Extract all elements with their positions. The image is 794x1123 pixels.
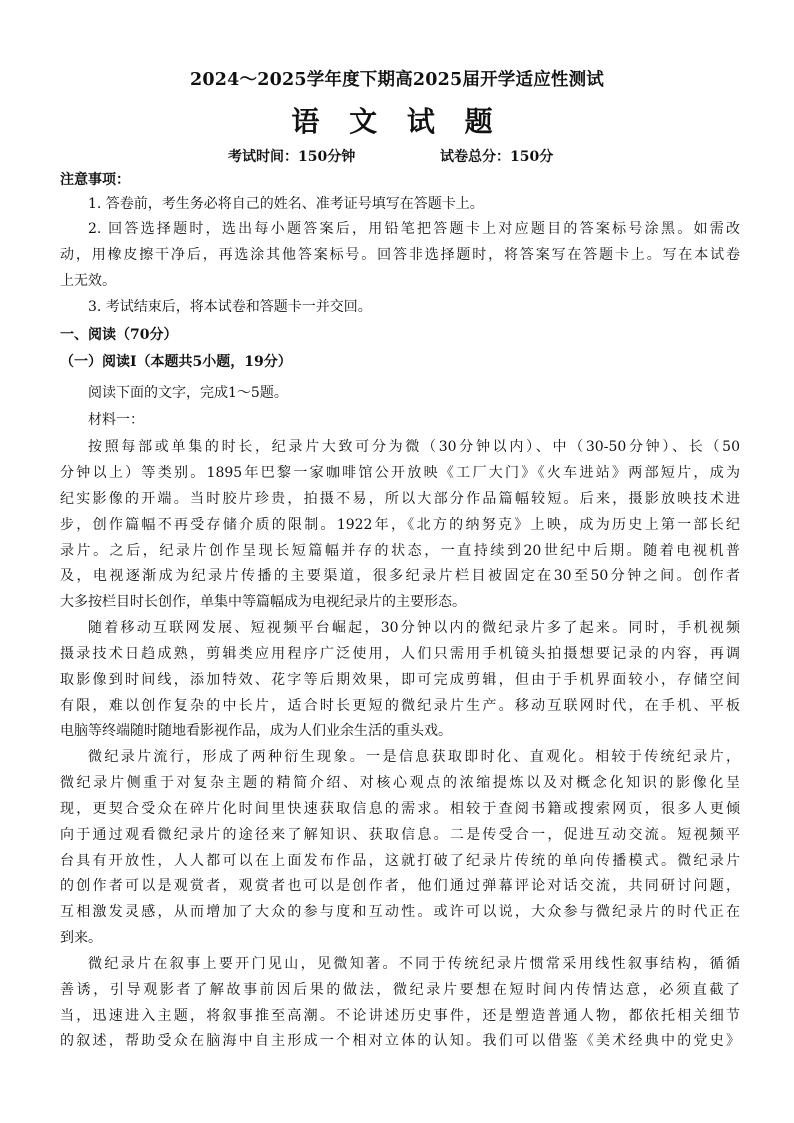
body-line: 取影像到时间线，添加特效、花字等后期效果，即可完成剪辑，但由于手机界面较小，存储空间: [60, 672, 740, 688]
body-line: 台具有开放性，人人都可以在上面发布作品，这就打破了纪录片传统的单向传播模式。微纪录片: [60, 853, 740, 869]
body-line: 录片。之后，纪录片创作呈现长短篇幅并存的状态，一直持续到20世纪中后期。随着电视机普: [60, 543, 740, 559]
body-line: 分钟以上）等类别。1895年巴黎一家咖啡馆公开放映《工厂大门》《火车进站》两部短片，成为: [60, 465, 740, 481]
body-line: 电脑等终端随时随地看影视作品，成为人们业余生活的重头戏。: [60, 723, 452, 739]
body-line: 向于通过观看微纪录片的途径来了解知识、获取信息。二是传受合一，促进互动交流。短视频平: [60, 827, 740, 843]
exam-main-title: 2024～2025学年度下期高2025届开学适应性测试: [189, 70, 605, 90]
note-line: 上无效。: [60, 273, 116, 289]
body-line: 微纪录片流行，形成了两种衍生现象。一是信息获取即时化、直观化。相较于传统纪录片，: [88, 749, 740, 765]
section-subheading: （一）阅读Ⅰ（本题共5小题，19分）: [60, 354, 292, 370]
note-line: 动，用橡皮擦干净后，再选涂其他答案标号。回答非选择题时，将答案写在答题卡上。写在本试卷: [60, 247, 740, 263]
body-line: 当，迅速进入主题，将叙事推至高潮。不论讲述历史事件，还是塑造普通人物，都依托相关细节: [60, 1008, 740, 1024]
body-line: 互相激发灵感，从而增加了大众的参与度和互动性。或许可以说，大众参与微纪录片的时代正在: [60, 904, 740, 920]
subject-title: 语 文 试 题: [291, 105, 503, 138]
body-line: 善诱，引导观影者了解故事前因后果的做法，微纪录片要想在短时间内传情达意，必须直截了: [60, 982, 740, 998]
body-line: 摄录技术日趋成熟，剪辑类应用程序广泛使用，人们只需用手机镜头拍摄想要记录的内容，再调: [60, 646, 740, 662]
body-line: 大多按栏目时长创作，单集中等篇幅成为电视纪录片的主要形态。: [60, 594, 466, 610]
notes-heading: 注意事项：: [60, 172, 130, 188]
section-heading: 一、阅读（70分）: [60, 327, 178, 343]
body-line: 按照每部或单集的时长，纪录片大致可分为微（30分钟以内）、中（30-50分钟）、长（50: [88, 439, 740, 455]
note-line: 3. 考试结束后，将本试卷和答题卡一并交回。: [88, 299, 372, 315]
body-line: 有限，难以创作复杂的中长片，适合时长更短的微纪录片生产。移动互联网时代，在手机、平板: [60, 698, 740, 714]
body-line: 微纪录片在叙事上要开门见山，见微知著。不同于传统纪录片惯常采用线性叙事结构，循循: [88, 956, 740, 972]
instruction: 阅读下面的文字，完成1～5题。: [88, 385, 288, 401]
body-line: 及，电视逐渐成为纪录片传播的主要渠道，很多纪录片栏目被固定在30至50分钟之间。创作者: [60, 568, 740, 584]
body-line: 到来。: [60, 930, 102, 946]
body-line: 微纪录片侧重于对复杂主题的精简介绍、对核心观点的浓缩提炼以及对概念化知识的影像化呈: [60, 775, 740, 791]
body-line: 的创作者可以是观赏者，观赏者也可以是创作者，他们通过弹幕评论对话交流，共同研讨问题，: [60, 878, 740, 894]
total-score: 试卷总分：150分: [440, 149, 554, 165]
note-line: 1. 答卷前，考生务必将自己的姓名、准考证号填写在答题卡上。: [88, 196, 484, 212]
body-line: 现，更契合受众在碎片化时间里快速获取信息的需求。相较于查阅书籍或搜索网页，很多人更倾: [60, 801, 740, 817]
body-line: 随着移动互联网发展、短视频平台崛起，30分钟以内的微纪录片多了起来。同时，手机视频: [88, 620, 740, 636]
exam-time: 考试时间：150分钟: [228, 149, 356, 165]
material-label: 材料一：: [88, 412, 144, 428]
body-line: 步，创作篇幅不再受存储介质的限制。1922年，《北方的纳努克》上映，成为历史上第一部长纪: [60, 517, 740, 533]
body-line: 纪实影像的开端。当时胶片珍贵，拍摄不易，所以大部分作品篇幅较短。后来，摄影放映技术进: [60, 491, 740, 507]
note-line: 2. 回答选择题时，选出每小题答案后，用铅笔把答题卡上对应题目的答案标号涂黑。如需改: [88, 221, 740, 237]
body-line: 的叙述，帮助受众在脑海中自主形成一个相对立体的认知。我们可以借鉴《美术经典中的党史》: [60, 1033, 740, 1049]
